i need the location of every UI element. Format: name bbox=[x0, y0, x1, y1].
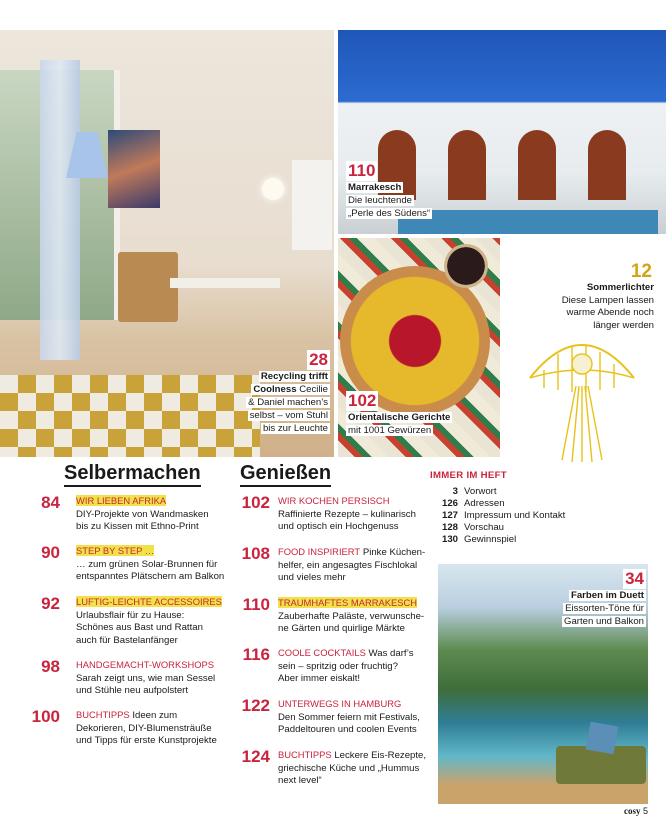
toc-text-line: DIY-Projekte von Wandmasken bbox=[76, 508, 209, 520]
toc-page-number: 122 bbox=[241, 696, 270, 715]
feature-orientalische-gerichte[interactable] bbox=[346, 391, 452, 437]
toc-text-line: helfer, ein angesagtes Fischlokal bbox=[278, 559, 418, 571]
feature-text-line: Eissorten-Töne für bbox=[565, 603, 644, 614]
heft-item[interactable] bbox=[430, 498, 505, 510]
feature-title: Recycling trifft bbox=[260, 371, 328, 382]
toc-keyword: WIR KOCHEN PERSISCH bbox=[278, 495, 390, 506]
toc-page-number: 84 bbox=[41, 493, 60, 512]
feature-text-line: Garten und Balkon bbox=[563, 616, 644, 627]
heft-label: Adressen bbox=[464, 498, 505, 509]
toc-text-line: Urlaubsflair für zu Hause: bbox=[76, 609, 185, 621]
heft-page-number: 128 bbox=[441, 522, 458, 533]
toc-text-line: ne Gärten und quirlige Märkte bbox=[278, 623, 405, 635]
feature-text-line: länger werden bbox=[593, 319, 654, 331]
feature-text-line: selbst – vom Stuhl bbox=[249, 410, 328, 421]
heft-page-number: 127 bbox=[441, 510, 458, 521]
toc-text-line: und Tipps für erste Kunstprojekte bbox=[76, 735, 217, 747]
toc-keyword: FOOD INSPIRIERT bbox=[278, 546, 361, 557]
heft-page-number: 3 bbox=[452, 486, 458, 497]
toc-text-inline: Leckere Eis-Rezepte, bbox=[334, 750, 427, 761]
toc-text-inline: Ideen zum bbox=[132, 710, 178, 721]
toc-page-number: 102 bbox=[241, 493, 270, 512]
mushroom-lamp-illustration bbox=[524, 330, 640, 466]
toc-page-number: 110 bbox=[242, 595, 270, 614]
feature-page-number: 12 bbox=[630, 261, 652, 282]
heft-label: Vorschau bbox=[464, 522, 505, 533]
heft-item[interactable] bbox=[430, 510, 565, 522]
heft-label: Impressum und Kontakt bbox=[464, 510, 566, 521]
feature-title: Sommerlichter bbox=[586, 282, 654, 293]
toc-text-line: Schönes aus Bast und Rattan bbox=[76, 622, 203, 634]
toc-page-number: 98 bbox=[41, 657, 60, 676]
toc-text-line: Zauberhafte Paläste, verwunsche- bbox=[278, 610, 425, 622]
feature-title: Marrakesch bbox=[348, 182, 402, 193]
toc-text-line: bis zu Kissen mit Ethno-Print bbox=[76, 521, 199, 533]
feature-text: Cecilie bbox=[299, 384, 328, 395]
heft-item[interactable] bbox=[430, 486, 497, 498]
toc-text-line: Dekorieren, DIY-Blumensträuße bbox=[76, 722, 212, 734]
feature-recycling[interactable] bbox=[246, 350, 330, 435]
section-heading-geniessen: Genießen bbox=[240, 462, 331, 487]
feature-text-line: bis zur Leuchte bbox=[262, 423, 328, 434]
toc-keyword: TRAUMHAFTES MARRAKESCH bbox=[278, 597, 418, 608]
toc-page-number: 124 bbox=[241, 747, 270, 766]
toc-keyword: STEP BY STEP … bbox=[76, 545, 155, 556]
feature-sommerlichter[interactable] bbox=[504, 262, 654, 332]
toc-text-line: auch für Bastelanfänger bbox=[76, 634, 178, 646]
toc-text-line: und vieles mehr bbox=[278, 572, 346, 584]
feature-text-line: warme Abende noch bbox=[566, 307, 654, 319]
toc-keyword: WIR LIEBEN AFRIKA bbox=[76, 495, 167, 506]
feature-text-line: „Perle des Südens“ bbox=[348, 208, 431, 219]
section-heading-selbermachen: Selbermachen bbox=[64, 462, 201, 487]
page-footer bbox=[624, 806, 648, 816]
feature-text-line: Diese Lampen lassen bbox=[561, 294, 654, 306]
feature-title-cont: Coolness bbox=[253, 384, 297, 395]
toc-page-number: 116 bbox=[242, 645, 270, 664]
feature-page-number: 110 bbox=[348, 161, 376, 180]
heft-page-number: 130 bbox=[441, 534, 458, 545]
toc-page-number: 92 bbox=[41, 594, 60, 613]
heft-item[interactable] bbox=[430, 534, 516, 546]
feature-title: Orientalische Gerichte bbox=[348, 412, 451, 423]
toc-text-line: Raffinierte Rezepte – kulinarisch bbox=[278, 508, 416, 520]
toc-page-number: 108 bbox=[241, 544, 270, 563]
heft-label: Vorwort bbox=[464, 486, 497, 497]
toc-page-number: 100 bbox=[31, 707, 60, 726]
toc-text-line: sein – spritzig oder fruchtig? bbox=[278, 660, 398, 672]
toc-text-line: und optisch ein Hochgenuss bbox=[278, 521, 399, 533]
toc-keyword: COOLE COCKTAILS bbox=[278, 647, 366, 658]
heft-label: Gewinnspiel bbox=[464, 534, 517, 545]
toc-text-line: griechische Küche und „Hummus bbox=[278, 762, 420, 774]
feature-text-line: Die leuchtende bbox=[348, 195, 413, 206]
toc-text-line: entspanntes Plätschern am Balkon bbox=[76, 571, 225, 583]
heft-page-number: 126 bbox=[441, 498, 458, 509]
feature-farben-im-duett[interactable] bbox=[562, 569, 646, 628]
toc-keyword: BUCHTIPPS bbox=[278, 749, 332, 760]
toc-keyword: LUFTIG-LEICHTE ACCESSOIRES bbox=[76, 596, 222, 607]
footer-page-number: 5 bbox=[642, 806, 648, 816]
feature-page-number: 34 bbox=[625, 569, 644, 588]
feature-marrakesch[interactable] bbox=[346, 161, 432, 220]
feature-page-number: 28 bbox=[309, 350, 328, 369]
toc-text-line: und Stühle neu aufpolstert bbox=[76, 685, 189, 697]
toc-text-line: next level“ bbox=[278, 775, 322, 787]
toc-text-line: Aber immer eiskalt! bbox=[278, 673, 361, 685]
toc-text-line: … zum grünen Solar-Brunnen für bbox=[76, 558, 218, 570]
toc-page-number: 90 bbox=[41, 543, 60, 562]
toc-text-inline: Pinke Küchen- bbox=[362, 547, 426, 558]
feature-text-line: & Daniel machen’s bbox=[248, 397, 328, 408]
immer-im-heft-heading: IMMER IM HEFT bbox=[430, 470, 507, 481]
toc-keyword: BUCHTIPPS bbox=[76, 709, 130, 720]
toc-text-line: Paddeltouren und coolen Events bbox=[278, 724, 417, 736]
toc-text-inline: Was darf’s bbox=[368, 648, 414, 659]
toc-text-line: Den Sommer feiern mit Festivals, bbox=[278, 711, 420, 723]
toc-keyword: HANDGEMACHT-WORKSHOPS bbox=[76, 659, 215, 670]
toc-text-line: Sarah zeigt uns, wie man Sessel bbox=[76, 672, 216, 684]
heft-item[interactable] bbox=[430, 522, 504, 534]
feature-page-number: 102 bbox=[348, 391, 377, 410]
toc-keyword: UNTERWEGS IN HAMBURG bbox=[278, 698, 402, 709]
feature-title: Farben im Duett bbox=[570, 590, 644, 601]
feature-text-line: mit 1001 Gewürzen bbox=[348, 425, 432, 436]
footer-brand: cosy bbox=[623, 806, 641, 816]
